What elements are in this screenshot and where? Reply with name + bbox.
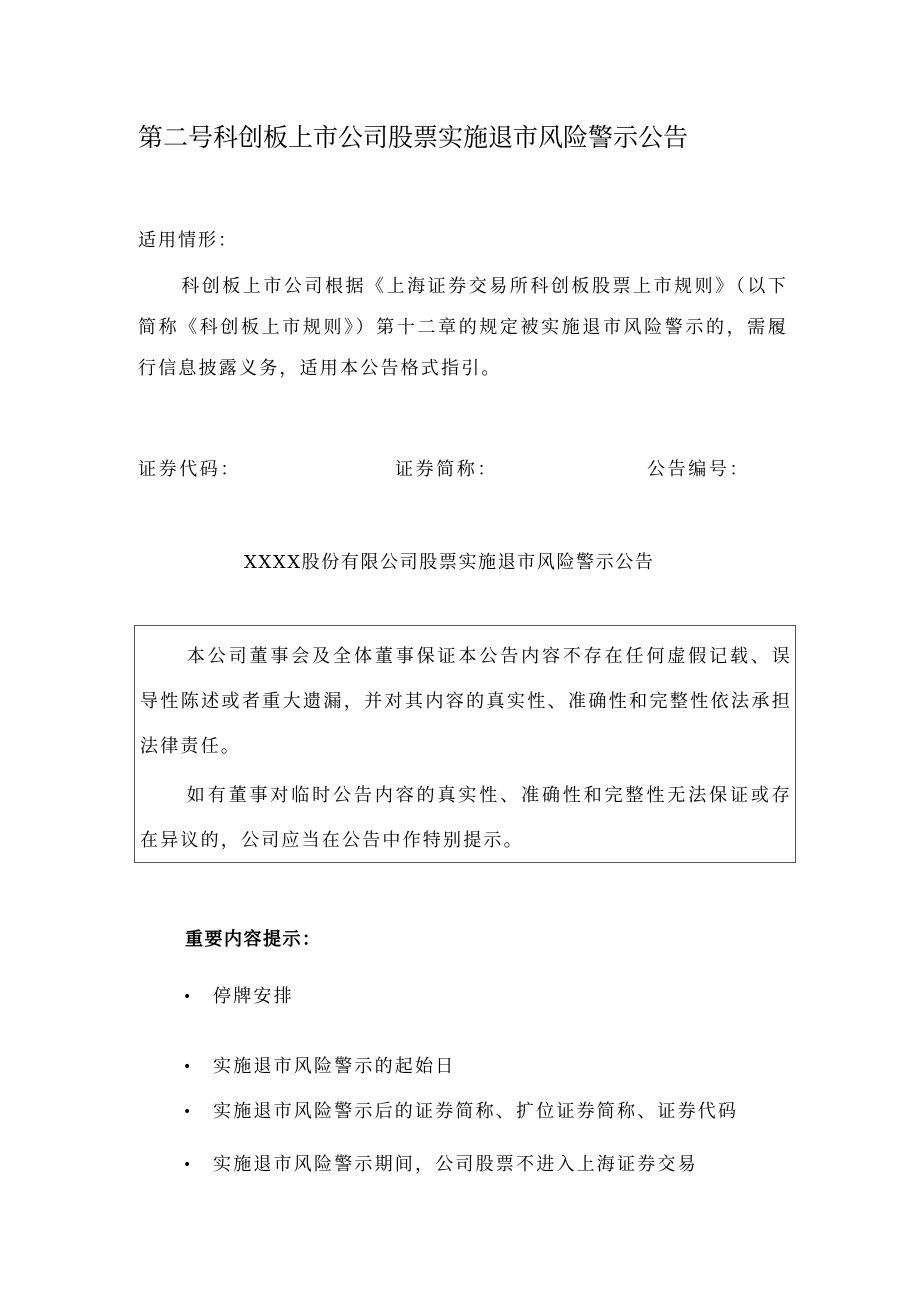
notice-paragraph-2: 如有董事对临时公告内容的真实性、准确性和完整性无法保证或存在异议的，公司应当在公告中作特别提示。 (140, 785, 792, 851)
bullet-icon: • (183, 1104, 194, 1120)
notice-paragraph-1: 本公司董事会及全体董事保证本公告内容不存在任何虚假记载、误导性陈述或者重大遗漏，并对其内容的真实性、准确性和完整性依法承担法律责任。 (140, 646, 792, 757)
announcement-number-label: 公告编号： (647, 459, 750, 480)
bullet-text: 实施退市风险警示的起始日 (213, 1056, 456, 1077)
bullet-icon: • (183, 1157, 194, 1173)
list-item (183, 1052, 455, 1082)
announcement-title: XXXX股份有限公司股票实施退市风险警示公告 (244, 552, 655, 573)
bullet-text: 实施退市风险警示期间，公司股票不进入上海证券交易 (213, 1154, 698, 1175)
bullet-text: 停牌安排 (213, 986, 294, 1007)
bullet-text: 实施退市风险警示后的证券简称、扩位证券简称、证券代码 (213, 1101, 739, 1122)
list-item (183, 1097, 738, 1127)
list-item (183, 1150, 698, 1180)
applicable-paragraph: 科创板上市公司根据《上海证券交易所科创板股票上市规则》（以下简称《科创板上市规则》）第十二章的规定被实施退市风险警示的，需履行信息披露义务，适用本公告格式指引。 (138, 276, 788, 379)
bullet-icon: • (183, 1059, 194, 1075)
list-item (183, 982, 294, 1012)
securities-abbr-label: 证券简称： (395, 459, 498, 480)
board-notice-box (134, 625, 796, 863)
applicable-label: 适用情形： (138, 230, 238, 251)
securities-code-label: 证券代码： (138, 459, 241, 480)
document-title: 第二号科创板上市公司股票实施退市风险警示公告 (138, 123, 689, 152)
highlights-label: 重要内容提示： (185, 929, 322, 950)
bullet-icon: • (183, 989, 194, 1005)
